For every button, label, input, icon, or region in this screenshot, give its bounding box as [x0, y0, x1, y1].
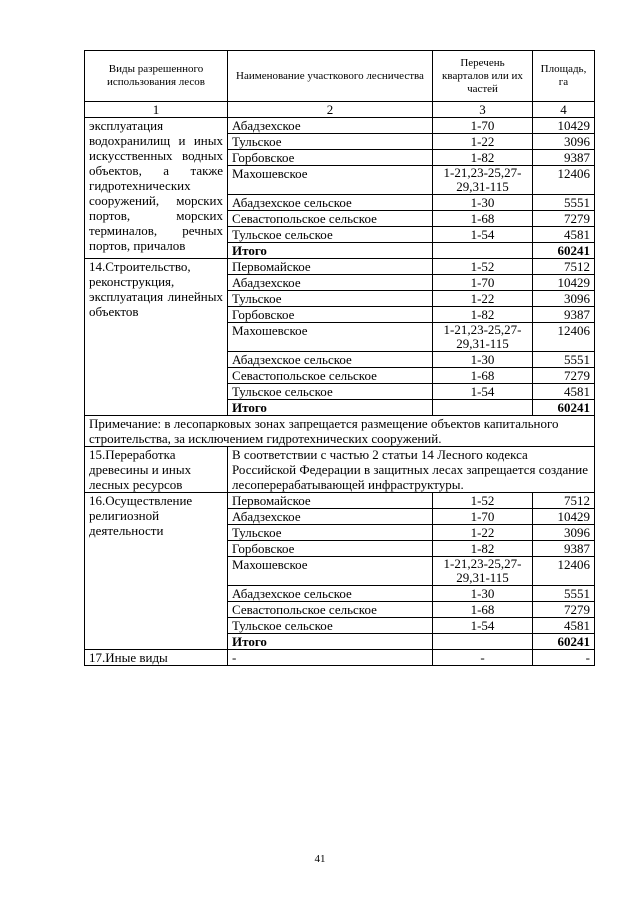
forestry-name-cell: Абадзехское — [228, 509, 433, 525]
table-row — [85, 259, 595, 275]
header-quarters: Перечень кварталов или их частей — [433, 51, 533, 102]
total-value: 60241 — [533, 400, 595, 416]
quarters-cell: 1-82 — [433, 307, 533, 323]
area-cell: 3096 — [533, 134, 595, 150]
forestry-name-cell: Севастопольское сельское — [228, 211, 433, 227]
quarters-cell: 1-52 — [433, 259, 533, 275]
forestry-name-cell: Первомайское — [228, 493, 433, 509]
column-number: 4 — [533, 102, 595, 118]
forestry-name-cell: Горбовское — [228, 541, 433, 557]
table-row — [85, 118, 595, 134]
forestry-name-cell: Махошевское — [228, 557, 433, 586]
forestry-name-cell: Первомайское — [228, 259, 433, 275]
total-label: Итого — [228, 243, 433, 259]
area-cell: 12406 — [533, 166, 595, 195]
column-number: 1 — [85, 102, 228, 118]
area-cell: 5551 — [533, 586, 595, 602]
header-forestry: Наименование участкового лесничества — [228, 51, 433, 102]
area-cell: 3096 — [533, 291, 595, 307]
use-kind-cell: эксплуатация водохранилищ и иных искусственных водных объектов, а также гидротехнических сооружений, морских портов, морских терминалов, речных портов, причалов — [85, 118, 228, 259]
area-cell: 4581 — [533, 384, 595, 400]
quarters-cell: 1-30 — [433, 586, 533, 602]
table-row — [85, 493, 595, 509]
quarters-cell: 1-68 — [433, 602, 533, 618]
header-area: Площадь, га — [533, 51, 595, 102]
forestry-name-cell: Абадзехское сельское — [228, 352, 433, 368]
area-cell: 12406 — [533, 323, 595, 352]
quarters-cell: 1-70 — [433, 118, 533, 134]
quarters-cell: 1-22 — [433, 134, 533, 150]
forestry-name-cell: Абадзехское — [228, 118, 433, 134]
forestry-name-cell: Махошевское — [228, 323, 433, 352]
quarters-cell: 1-22 — [433, 291, 533, 307]
total-empty-cell — [433, 243, 533, 259]
quarters-cell: - — [433, 650, 533, 666]
total-empty-cell — [433, 634, 533, 650]
area-cell: 9387 — [533, 541, 595, 557]
page-number: 41 — [314, 853, 326, 865]
table-row — [85, 447, 595, 493]
forestry-name-cell: - — [228, 650, 433, 666]
column-number-row — [85, 102, 595, 118]
forestry-name-cell: Абадзехское сельское — [228, 195, 433, 211]
area-cell: 4581 — [533, 618, 595, 634]
table-row — [85, 650, 595, 666]
area-cell: 7279 — [533, 211, 595, 227]
area-cell: 5551 — [533, 352, 595, 368]
quarters-cell: 1-68 — [433, 368, 533, 384]
quarters-cell: 1-68 — [433, 211, 533, 227]
use-kind-cell: 16.Осуществление религиозной деятельности — [85, 493, 228, 650]
total-value: 60241 — [533, 243, 595, 259]
area-cell: 10429 — [533, 275, 595, 291]
area-cell: 5551 — [533, 195, 595, 211]
forestry-name-cell: Тульское — [228, 291, 433, 307]
note-text: Примечание: в лесопарковых зонах запрещается размещение объектов капитального строительства, за исключением гидротехнических сооружений. — [85, 416, 595, 447]
area-cell: 12406 — [533, 557, 595, 586]
quarters-cell: 1-82 — [433, 150, 533, 166]
quarters-cell: 1-22 — [433, 525, 533, 541]
area-cell: - — [533, 650, 595, 666]
use-kind-cell: 17.Иные виды — [85, 650, 228, 666]
quarters-cell: 1-54 — [433, 227, 533, 243]
area-cell: 10429 — [533, 509, 595, 525]
forestry-name-cell: Тульское — [228, 134, 433, 150]
forestry-name-cell: Тульское сельское — [228, 384, 433, 400]
quarters-cell: 1-70 — [433, 509, 533, 525]
forestry-name-cell: Севастопольское сельское — [228, 368, 433, 384]
total-value: 60241 — [533, 634, 595, 650]
quarters-cell: 1-21,23-25,27-29,31-115 — [433, 166, 533, 195]
quarters-cell: 1-82 — [433, 541, 533, 557]
area-cell: 7512 — [533, 259, 595, 275]
column-number: 2 — [228, 102, 433, 118]
area-cell: 10429 — [533, 118, 595, 134]
forestry-name-cell: Севастопольское сельское — [228, 602, 433, 618]
area-cell: 7512 — [533, 493, 595, 509]
quarters-cell: 1-54 — [433, 384, 533, 400]
forestry-name-cell: Тульское сельское — [228, 227, 433, 243]
forestry-name-cell: Горбовское — [228, 307, 433, 323]
area-cell: 7279 — [533, 368, 595, 384]
quarters-cell: 1-30 — [433, 352, 533, 368]
area-cell: 9387 — [533, 307, 595, 323]
forestry-name-cell: Тульское сельское — [228, 618, 433, 634]
total-empty-cell — [433, 400, 533, 416]
forest-use-table — [84, 50, 595, 666]
area-cell: 3096 — [533, 525, 595, 541]
total-label: Итого — [228, 400, 433, 416]
note-row — [85, 416, 595, 447]
forestry-name-cell: Абадзехское сельское — [228, 586, 433, 602]
forestry-name-cell: Абадзехское — [228, 275, 433, 291]
quarters-cell: 1-30 — [433, 195, 533, 211]
quarters-cell: 1-54 — [433, 618, 533, 634]
quarters-cell: 1-21,23-25,27-29,31-115 — [433, 557, 533, 586]
total-label: Итого — [228, 634, 433, 650]
area-cell: 4581 — [533, 227, 595, 243]
quarters-cell: 1-70 — [433, 275, 533, 291]
header-row — [85, 51, 595, 102]
area-cell: 7279 — [533, 602, 595, 618]
use-kind-cell: 15.Переработка древесины и иных лесных ресурсов — [85, 447, 228, 493]
header-kind: Виды разрешенного использования лесов — [85, 51, 228, 102]
quarters-cell: 1-52 — [433, 493, 533, 509]
column-number: 3 — [433, 102, 533, 118]
forestry-name-cell: Махошевское — [228, 166, 433, 195]
area-cell: 9387 — [533, 150, 595, 166]
forestry-name-cell: Горбовское — [228, 150, 433, 166]
row15-text: В соответствии с частью 2 статьи 14 Лесного кодекса Российской Федерации в защитных лесах запрещается создание лесоперерабатывающей инфраструктуры. — [228, 447, 595, 493]
quarters-cell: 1-21,23-25,27-29,31-115 — [433, 323, 533, 352]
use-kind-cell: 14.Строительство, реконструкция, эксплуатация линейных объектов — [85, 259, 228, 416]
forestry-name-cell: Тульское — [228, 525, 433, 541]
